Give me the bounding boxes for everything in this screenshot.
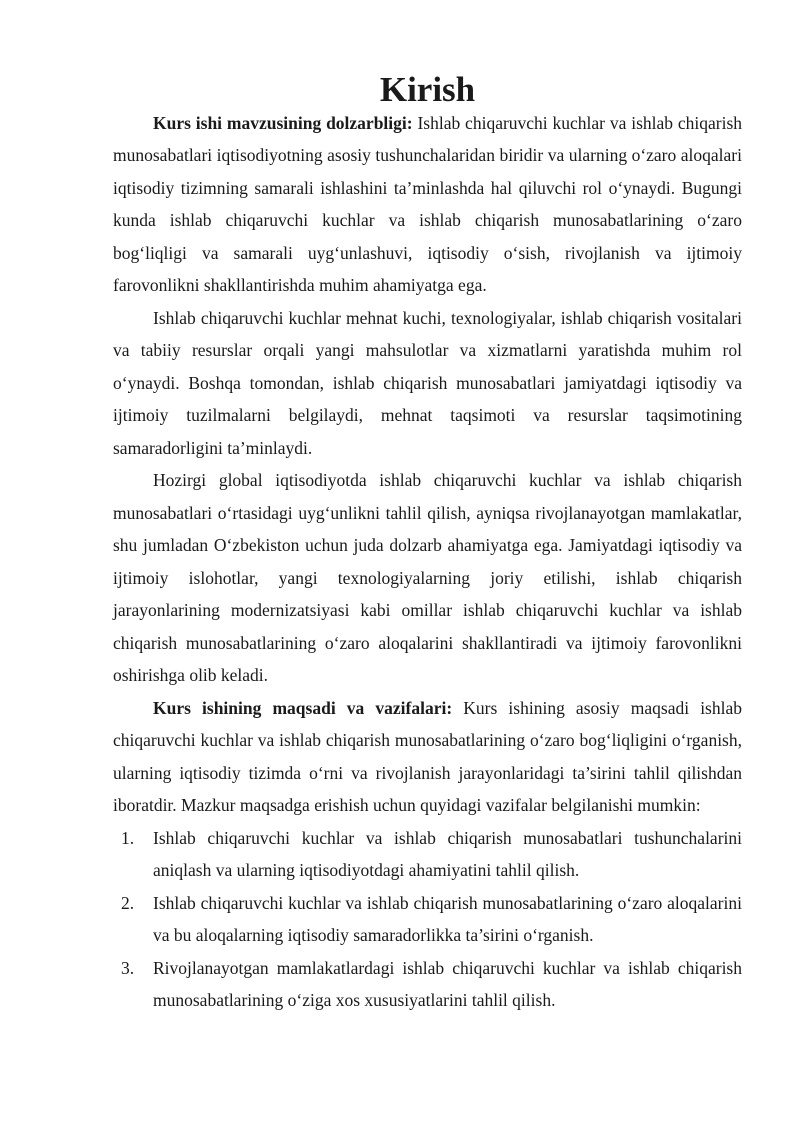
list-item-number: 3. [121,957,135,978]
list-item [113,887,742,952]
page-title: Kirish [379,70,476,109]
list-item [113,952,742,1017]
paragraph-text: Ishlab chiqaruvchi kuchlar va ishlab chiqarish munosabatlari iqtisodiyotning asosiy tushunchalaridan biridir va ularning o‘zaro aloqalari iqtisodiy tizimning samarali ishlashini ta’minlashda hal qiluvchi rol o‘ynaydi. Bugungi kunda ishlab chiqaruvchi kuchlar va ishlab chiqarish munosabatlarining o‘zaro bog‘liqligi va samarali uyg‘unlashuvi, iqtisodiy o‘sish, rivojlanish va ijtimoiy farovonlikni shakllantirishda muhim ahamiyatga ega. [113,112,742,295]
list-item-text: Rivojlanayotgan mamlakatlardagi ishlab chiqaruvchi kuchlar va ishlab chiqarish munosabatlarining o‘ziga xos xususiyatlarini tahlil qilish. [153,957,742,1010]
paragraph-relevance [113,107,742,302]
paragraph-goals [113,692,742,822]
paragraph-productive-forces [113,302,742,465]
paragraph-text: Hozirgi global iqtisodiyotda ishlab chiqaruvchi kuchlar va ishlab chiqarish munosabatlari o‘rtasidagi uyg‘unlikni tahlil qilish, ayniqsa rivojlanayotgan mamlakatlar, shu jumladan O‘zbekiston uchun juda dolzarb ahamiyatga ega. Jamiyatdagi iqtisodiy va ijtimoiy islohotlar, yangi texnologiyalarning joriy etilishi, ishlab chiqarish jarayonlarining modernizatsiyasi kabi omillar ishlab chiqaruvchi kuchlar va ishlab chiqarish munosabatlarining o‘zaro aloqalarini shakllantiradi va ijtimoiy farovonlikni oshirishga olib keladi. [113,470,742,685]
list-item-text: Ishlab chiqaruvchi kuchlar va ishlab chiqarish munosabatlarining o‘zaro aloqalarini va bu aloqalarning iqtisodiy samaradorlikka ta’sirini o‘rganish. [153,892,742,945]
list-item-number: 2. [121,892,135,913]
section-heading-relevance: Kurs ishi mavzusining dolzarbligi: [153,112,413,133]
list-item-text: Ishlab chiqaruvchi kuchlar va ishlab chiqarish munosabatlari tushunchalarini aniqlash va ularning iqtisodiyotdagi ahamiyatini tahlil qilish. [153,827,742,880]
task-list [113,822,742,1017]
list-item [113,822,742,887]
paragraph-global-economy [113,464,742,692]
list-item-number: 1. [121,827,135,848]
document-page [113,70,743,1017]
paragraph-text: Ishlab chiqaruvchi kuchlar mehnat kuchi, texnologiyalar, ishlab chiqarish vositalari va tabiiy resurslar orqali yangi mahsulotlar va xizmatlarni yaratishda muhim rol o‘ynaydi. Boshqa tomondan, ishlab chiqarish munosabatlari jamiyatdagi iqtisodiy va ijtimoiy tuzilmalarni belgilaydi, mehnat taqsimoti va resurslar taqsimotining samaradorligini ta’minlaydi. [113,307,742,458]
section-heading-goals: Kurs ishining maqsadi va vazifalari: [153,697,453,718]
paragraph-text: Kurs ishining asosiy maqsadi ishlab chiqaruvchi kuchlar va ishlab chiqarish munosabatlarining o‘zaro bog‘liqligini o‘rganish, ularning iqtisodiy tizimda o‘rni va rivojlanish jarayonlaridagi ta’sirini tahlil qilishdan iboratdir. Mazkur maqsadga erishish uchun quyidagi vazifalar belgilanishi mumkin: [113,697,743,815]
